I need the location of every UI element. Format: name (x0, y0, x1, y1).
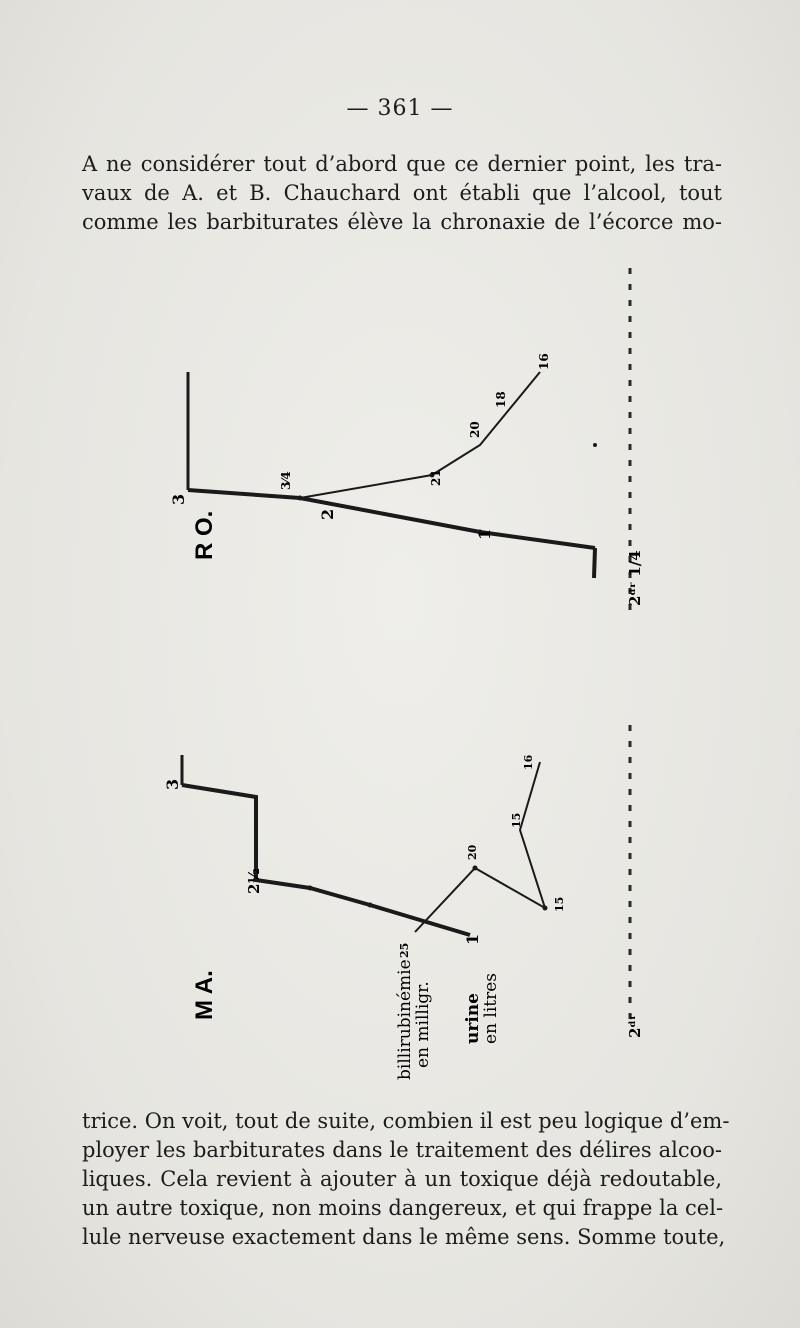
text-line: liques. Cela revient à ajouter à un toxique déjà redoutable, (82, 1167, 722, 1191)
ro-thin-line (300, 372, 540, 498)
point-label: 15 (510, 812, 523, 828)
chart-title-ma: M A. (191, 970, 218, 1020)
legend-bilirubin-unit: en milligr. (413, 981, 433, 1068)
text-line: trice. On voit, tout de suite, combien il est peu logique d’em- (82, 1109, 730, 1133)
point-label: 16 (537, 353, 551, 370)
point-label: 25 (398, 942, 411, 958)
ma-urine-line (415, 762, 545, 932)
bottom-paragraph (82, 1107, 730, 1252)
tick-label: 3 (163, 778, 182, 790)
tick-label: 1 (475, 528, 494, 540)
text-line: un autre toxique, non moins dangereux, et qui frappe la cel- (82, 1196, 724, 1220)
legend-bilirubin: billirubinémie (395, 959, 415, 1080)
chart-title-ro: R O. (191, 510, 218, 560)
data-point (593, 443, 597, 447)
ma-bilirubin-line (182, 785, 470, 935)
chart-ro (169, 268, 644, 610)
point-label: 20 (468, 421, 482, 438)
page-number: — 361 — (346, 96, 454, 121)
text-line: vaux de A. et B. Chauchard ont établi que l’alcool, tout (82, 181, 722, 205)
point-label: 20 (466, 844, 479, 860)
legend-urine-unit: en litres (481, 972, 501, 1044)
tick-label: 1 (463, 933, 482, 945)
text-line: lule nerveuse exactement dans le même sens. Somme toute, (82, 1225, 726, 1249)
footnote-label: 2ᵈʳ (626, 1013, 644, 1038)
point-label: 15 (553, 896, 566, 912)
data-point (543, 906, 548, 911)
ro-drop-line (594, 548, 595, 578)
tick-label: 2½ (245, 867, 263, 894)
point-label: 21 (429, 469, 443, 486)
tick-label: 3 (169, 493, 188, 505)
tick-label: 2 (318, 508, 337, 520)
data-point (368, 903, 373, 908)
point-label: 18 (494, 391, 508, 408)
point-label: 3⁄4 (279, 471, 293, 490)
ro-main-line (188, 490, 595, 548)
text-line: comme les barbiturates élève la chronaxie de l’écorce mo- (82, 210, 722, 234)
text-line: A ne considérer tout d’abord que ce dernier point, les tra- (82, 152, 722, 176)
point-label: 16 (522, 754, 535, 770)
legend-urine: urine (463, 993, 483, 1044)
data-point (298, 496, 303, 501)
data-point (473, 866, 478, 871)
chart-ma (163, 725, 644, 1080)
data-point (308, 886, 313, 891)
footnote-label: 2ᵈʳ 1/4 (626, 550, 644, 606)
text-line: ployer les barbiturates dans le traitement des délires alcoo- (82, 1138, 722, 1162)
